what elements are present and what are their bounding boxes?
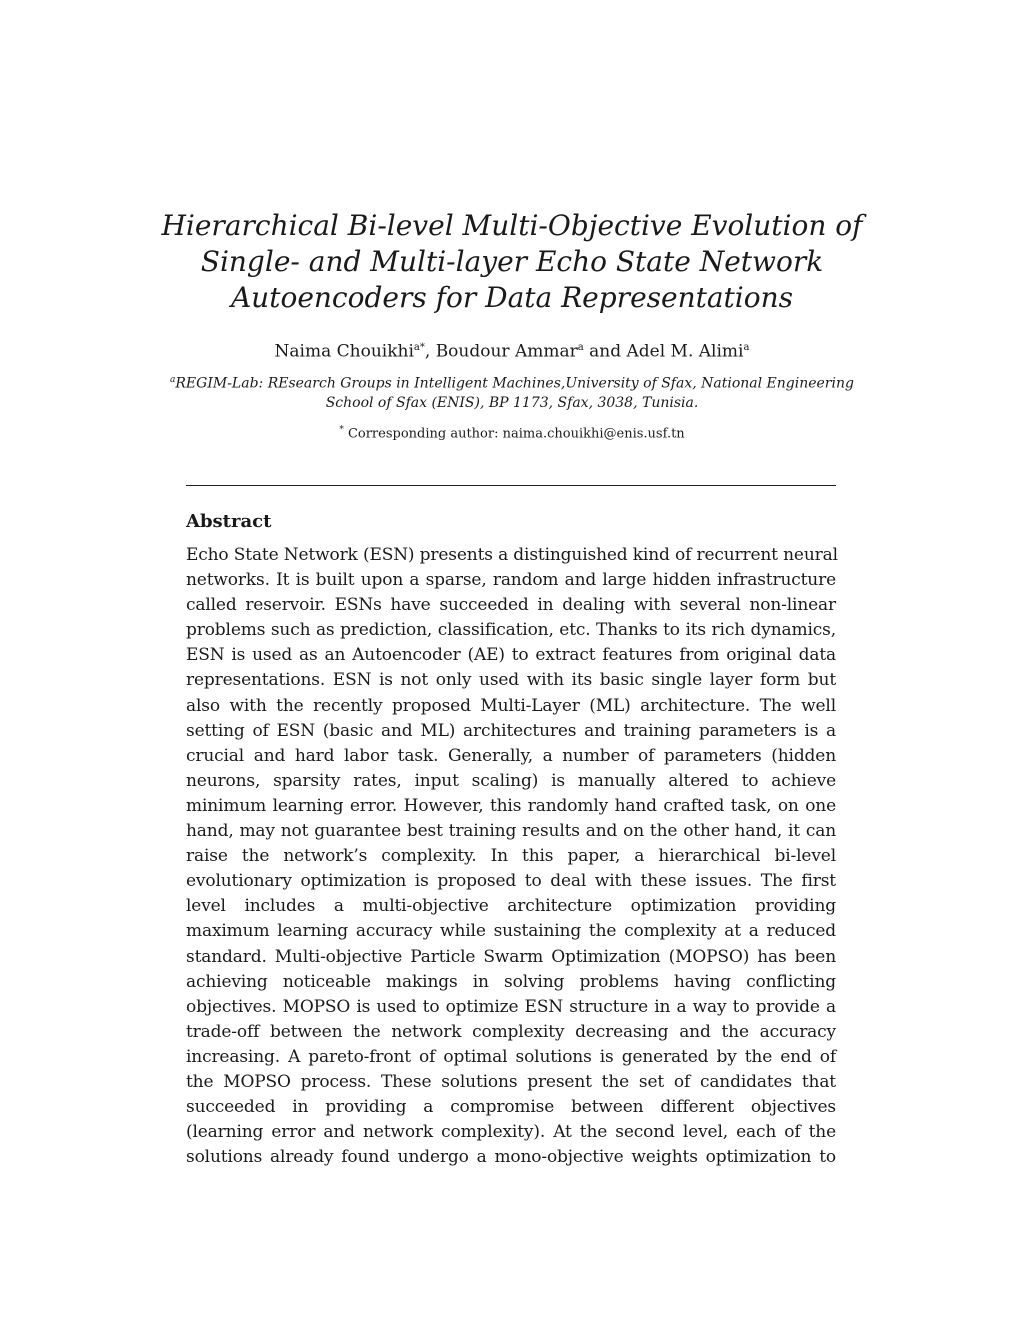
abstract-line: problems such as prediction, classification, etc. Thanks to its rich dynamics, xyxy=(186,620,836,641)
abstract-line: hand, may not guarantee best training results and on the other hand, it can xyxy=(186,821,836,842)
abstract-line: succeeded in providing a compromise between different objectives xyxy=(186,1097,836,1118)
abstract-line: the MOPSO process. These solutions present the set of candidates that xyxy=(186,1071,836,1092)
author-affiliation-mark: a xyxy=(743,342,750,353)
abstract-line: achieving noticeable makings in solving problems having conflicting xyxy=(186,971,836,992)
author-name: Naima Chouikhi xyxy=(274,341,414,362)
section-divider xyxy=(186,485,836,486)
paper-title xyxy=(150,208,874,316)
abstract-line: networks. It is built upon a sparse, random and large hidden infrastructure xyxy=(186,570,836,591)
title-line: Hierarchical Bi-level Multi-Objective Evolution of xyxy=(161,209,863,242)
title-line: Autoencoders for Data Representations xyxy=(230,281,794,314)
author-separator: and xyxy=(583,341,627,362)
abstract-line: Echo State Network (ESN) presents a distinguished kind of recurrent neural xyxy=(186,545,838,565)
affiliation xyxy=(150,371,874,413)
author-separator: , xyxy=(424,341,436,362)
author-affiliation-mark: a* xyxy=(413,342,425,353)
author-name: Adel M. Alimi xyxy=(626,341,744,362)
abstract-line: crucial and hard labor task. Generally, a number of parameters (hidden xyxy=(186,745,836,766)
abstract-line: ESN is used as an Autoencoder (AE) to extract features from original data xyxy=(186,645,836,666)
abstract-line: also with the recently proposed Multi-Layer (ML) architecture. The well xyxy=(186,695,836,716)
abstract-line: objectives. MOPSO is used to optimize ESN structure in a way to provide a xyxy=(186,996,836,1017)
abstract-line: maximum learning accuracy while sustaining the complexity at a reduced xyxy=(186,921,836,942)
title-line: Single- and Multi-layer Echo State Network xyxy=(200,245,824,278)
abstract-line: standard. Multi-objective Particle Swarm Optimization (MOPSO) has been xyxy=(186,946,836,967)
abstract-line: trade-off between the network complexity decreasing and the accuracy xyxy=(186,1021,836,1042)
abstract-line: setting of ESN (basic and ML) architectures and training parameters is a xyxy=(186,720,836,741)
abstract-line: solutions already found undergo a mono-objective weights optimization to xyxy=(186,1147,836,1168)
abstract-body xyxy=(186,543,836,1170)
corresponding-text: Corresponding author: naima.chouikhi@enis.usf.tn xyxy=(343,426,685,442)
abstract-line: level includes a multi-objective architecture optimization providing xyxy=(186,896,836,917)
affiliation-mark: a xyxy=(170,375,176,385)
author-affiliation-mark: a xyxy=(577,342,584,353)
corresponding-author xyxy=(200,421,824,443)
affiliation-line xyxy=(150,371,874,394)
author-name: Boudour Ammar xyxy=(435,341,578,362)
corresponding-mark: * xyxy=(339,425,344,435)
abstract-line: minimum learning error. However, this randomly hand crafted task, on one xyxy=(186,795,836,816)
abstract-line: (learning error and network complexity). At the second level, each of the xyxy=(186,1122,836,1143)
author-list xyxy=(180,337,844,363)
affiliation-text: REGIM-Lab: REsearch Groups in Intelligent Machines,University of Sfax, National Engineering xyxy=(175,375,854,392)
abstract-line: raise the network’s complexity. In this paper, a hierarchical bi-level xyxy=(186,846,836,867)
abstract-line: called reservoir. ESNs have succeeded in dealing with several non-linear xyxy=(186,595,836,616)
abstract-heading: Abstract xyxy=(186,511,272,532)
abstract-line: evolutionary optimization is proposed to deal with these issues. The first xyxy=(186,871,836,892)
abstract-line: representations. ESN is not only used with its basic single layer form but xyxy=(186,670,836,691)
affiliation-line: School of Sfax (ENIS), BP 1173, Sfax, 3038, Tunisia. xyxy=(325,394,699,411)
abstract-line: neurons, sparsity rates, input scaling) is manually altered to achieve xyxy=(186,770,836,791)
abstract-line: increasing. A pareto-front of optimal solutions is generated by the end of xyxy=(186,1046,836,1067)
